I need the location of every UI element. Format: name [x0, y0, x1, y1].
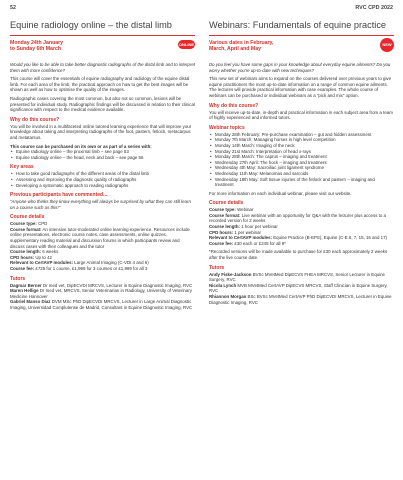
testimonial-quote: "Anyone who thinks they know everything will always be surprised by what they can still learn on a course such as this!" — [10, 199, 191, 210]
list-item: • Equine radiology online – the head, neck and back – see page 56 — [16, 155, 195, 161]
list-item: • Wednesday 4th May: Sacroiliac joint ligament syndrome — [215, 165, 394, 171]
section-heading: Webinar topics — [209, 124, 245, 131]
list-item: • Wednesday 27th April: The hock – imaging and treatment — [215, 160, 394, 166]
list-item: • Developing a systematic approach to reading radiographs — [16, 183, 195, 189]
section-heading: Previous participants have commented... — [10, 192, 108, 199]
online-badge: ONLINE — [178, 42, 195, 47]
section-heading: Course details — [209, 200, 244, 207]
section-heading: Tutors — [10, 275, 26, 282]
list-item: • Monday 28th February: Pre-purchase examination – gut and hidden assessment — [215, 132, 394, 138]
list-item: • Equine radiology online – the proximal limb – see page 53 — [16, 149, 195, 155]
paragraph: Radiographic cases covering the most common, but also not so common, lesions will be presented for individual study. Radiographic findings will be discussed in relation to their clinical significance with respect to the medical evidence available. — [10, 95, 195, 113]
section-heading: Why do this course? — [10, 116, 60, 123]
divider — [10, 35, 195, 36]
course-title: Equine radiology online – the distal limb — [10, 20, 172, 30]
intro-question: Would you like to be able to take better diagnostic radiographs of the distal limb and to interpret them with more confidence? — [10, 62, 196, 73]
paragraph: This new set of webinars aims to expand on the courses delivered over previous years to give equine practitioners the most up-to-date information on a range of common equine ailments. The lectures will provide practical information with case examples. The whole course of webinars can be purchased or individual webinars as a "pick and mix" option. — [209, 76, 392, 98]
list-item: • Wednesday 11th May: Melanomas and sarcoids — [215, 171, 394, 177]
course-details: Course type: CPD Course format: An intensive tutor-moderated online learning experience. Resources include online presentations, electronic course notes, case assessments, online quizzes, supplementary reading material and discussion forums in which participants review and discuss cases with their colleagues and the tutor Course length: 6 weeks CPD hours: Up to 42 Relevant to CertAVP modules: Large Animal Imaging (C-VDI.4 and 6) Course fee: £725 for 1 course, £1,999 for 3 courses or £1,999 for all 3 — [10, 221, 190, 272]
series-list — [10, 149, 195, 160]
course-dates: Various dates in February, March, April and May — [209, 40, 274, 53]
webinar-topics-list — [209, 132, 394, 188]
section-heading: Tutors — [209, 264, 225, 271]
new-badge: NEW — [380, 38, 394, 52]
list-item: • Monday 21st March: Interpretation of head x-rays — [215, 149, 394, 155]
list-item: • Assessing and improving the diagnostic quality of radiographs — [16, 177, 195, 183]
list-item: • Monday 14th March: Imaging of the neck — [215, 143, 394, 149]
list-item: • Monday 7th March: Managing horses in high level competition — [215, 137, 394, 143]
course-dates: Monday 24th January to Sunday 6th March — [10, 40, 64, 53]
list-item: • How to take good radiographs of the different areas of the distal limb — [16, 171, 195, 177]
divider — [209, 35, 394, 36]
right-column — [209, 20, 394, 305]
intro-question: Do you feel you have some gaps in your knowledge about everyday equine ailments? Do you worry whether you're up-to-date with new techniques? — [209, 62, 391, 73]
section-heading: Course details — [10, 214, 45, 221]
list-item: • Wednesday 18th May: Soft tissue injuries of the fetlock and pastern – imaging and treatment — [215, 177, 394, 188]
left-column — [10, 20, 195, 311]
paragraph: You will receive up-to-date, in-depth and practical information in each subject area from a team of highly experienced and informed tutors. — [209, 109, 393, 121]
page-number: 52 — [10, 5, 16, 11]
list-item: • Monday 28th March: The caprus – imaging and treatment — [215, 154, 394, 160]
paragraph: This course will cover the essentials of equine radiography and radiology of the equine distal limb. For each area of the limb, the practical approach on how to get the best images will be shown as well as how to optimise the quality of the images. — [10, 76, 190, 93]
course-title: Webinars: Fundamentals of equine practice — [209, 20, 387, 30]
footnote: *Recorded versions will be made available to purchase for £30 each approximately 2 weeks after the live course date. — [209, 249, 388, 261]
key-areas-list — [10, 171, 195, 188]
section-heading: Key areas — [10, 164, 34, 171]
paragraph: You will be involved in a multifaceted online tutored learning experience that will improve your knowledge about taking and interpreting radiographs of the foot, pastern, fetlock, metacarpus and metatarsus. — [10, 123, 192, 140]
series-note: This course can be purchased on its own or as part of a series with: — [10, 143, 152, 149]
brand-label: RVC CPD 2022 — [355, 5, 393, 11]
tutors-list: Andy Fiske-Jackson BVSc MVetMed DipECVS FHEA MRCVS, Senior Lecturer in Equine Surgery, RVC Nicola Lynch MVB MVetMed CertAVP DipECVS MRCVS, Staff Clinician in Equine Surgery, RVC Rhiannon Morgan BSc BVSc MVetMed CertAVP PhD DipECVDI MRCVS, Lecturer in Equine Diagnostic Imaging, RVC — [209, 271, 392, 305]
tutors-list: Dagmar Berner Dr med vet, DipECVDI MRCVS, Lecturer in Equine Diagnostic Imaging, RVC Maren Hellige Dr med vet, MRCVS, Senior Veterinarian in Radiology, University of Veterinary Medicine Hannover Gabriel Manso Diaz DVM MSc PhD DipECVDI MRCVS, Lecturer in Large Animal Diagnostic Imaging, Universidad Complutense de Madrid, Consultant in Equine Diagnostic Imaging, RVC — [10, 282, 193, 310]
website-note: For more information on each individual webinar, please visit our website. — [209, 190, 352, 196]
course-details: Course type: Webinar Course format: Live webinar with an opportunity for Q&A with the lecturer plus access to a recorded version for 2 weeks Course length: 1 hour per webinar CPD hours: 1 per webinar Relevant to CertAVP modules: Equine Practice (B-EPS), Equine (C-E.6, 7, 15, 16 and 17) Course fee: £30 each or £245 for all 9* — [209, 207, 387, 246]
section-heading: Why do this course? — [209, 102, 259, 109]
